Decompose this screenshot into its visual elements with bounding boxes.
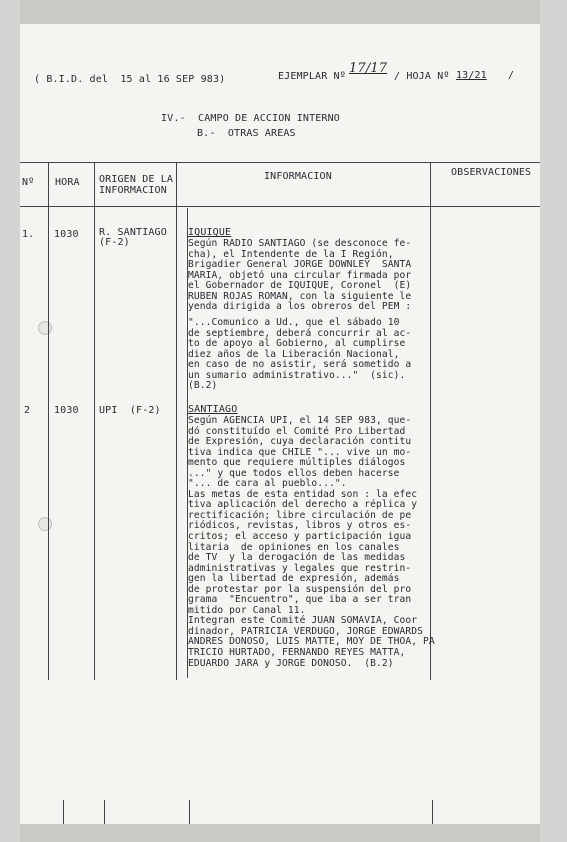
row1-place: IQUIQUE [188,227,232,238]
row1-hora: 1030 [54,229,79,240]
column-divider [176,162,177,680]
hoja-label: / HOJA Nº [394,71,450,82]
ejemplar-number: 17/17 [349,61,388,76]
row1-origen-2: (F-2) [99,237,130,248]
hoja-tail: / [508,70,515,81]
header-origen-1: ORIGEN DE LA [99,174,174,185]
column-divider [48,162,49,680]
row2-origen-1: UPI (F-2) [99,405,161,416]
column-divider [94,162,95,680]
document-page [20,0,540,842]
row1-text: Según RADIO SANTIAGO (se desconoce fe- cha), el Intendente de la I Región, Brigadier General JORGE DOWNLEY SANTA MARIA, objetó una circular firmada por el Gobernador de IQUIQUE, Coronel (E) RUBEN ROJAS ROMAN, con la siguiente le yenda dirigida a los obreros del PEM : [188,238,412,313]
column-stub [63,800,64,824]
hoja-number: 13/21 [456,70,487,81]
header-hora: HORA [55,177,80,188]
table-header-rule [20,206,540,207]
header-informacion: INFORMACION [264,171,332,182]
row2-hora: 1030 [54,405,79,416]
ejemplar-label: EJEMPLAR Nº [278,71,346,82]
header-no: Nº [22,177,35,188]
header-observaciones: OBSERVACIONES [451,167,532,178]
section-title: IV.- CAMPO DE ACCION INTERNO [161,113,340,124]
row2-text: Según AGENCIA UPI, el 14 SEP 983, que- dó constituído el Comité Pro Libertad de Expresión, cuya declaración contitu tiva indica que CHILE "... vive un mo- mento que requiere múltiples diálogos ..." y que todos ellos deben hacerse "... de cara al pueblo...". Las metas de esta entidad son : la efec tiva aplicación del derecho a réplica y rectificación; libre circulación de pe riódicos, revistas, libros y otros es- critos; el acceso y participación igua litaria de opiniones en los canales de TV y la derogación de las medidas administrativas y legales que restrin- gen la libertad de expresión, además de protestar por la suspensión del pro grama "Encuentro", que iba a ser tran mitido por Canal 11. Integran este Comité JUAN SOMAVIA, Coor dinador, PATRICIA VERDUGO, JORGE EDWARDS ANDRES DONOSO, LUIS MATTE, MOY DE THOA, PA TRICIO HURTADO, FERNANDO REYES MATTA, EDUARDO JARA y JORGE DONOSO. (B.2) [188,415,435,669]
column-stub [432,800,433,824]
row2-place: SANTIAGO [188,404,238,415]
table-top-rule [20,162,540,163]
section-subtitle: B.- OTRAS AREAS [197,128,296,139]
bid-reference: ( B.I.D. del 15 al 16 SEP 983) [34,74,226,85]
row1-no: 1. [22,229,35,240]
scan-top-margin [20,0,540,24]
row2-no: 2 [24,405,31,416]
column-stub [104,800,105,824]
row1-quote: "...Comunico a Ud., que el sábado 10 de septiembre, deberá concurrir al ac- to de apoyo al Gobierno, al cumplirse diez años de la Liberación Nacional, en caso de no asistir, será sometido a un sumario administrativo..." (sic). (B.2) [188,317,412,392]
header-origen-2: INFORMACION [99,185,167,196]
row1-origen-1: R. SANTIAGO [99,227,167,238]
column-stub [189,800,190,824]
punch-hole [38,321,52,335]
punch-hole [38,517,52,531]
scan-bottom-margin [20,824,540,842]
